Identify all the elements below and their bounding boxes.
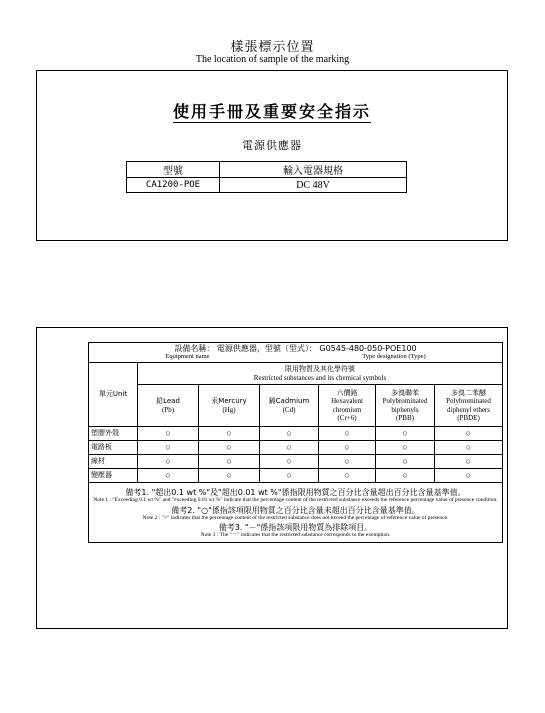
manual-title: 使用手冊及重要安全指示 — [172, 102, 371, 121]
mark-cell: ○ — [319, 469, 376, 483]
substance-mercury: 汞Mercury (Hg) — [199, 385, 260, 427]
mark-cell: ○ — [376, 469, 435, 483]
mark-cell: ○ — [138, 427, 199, 441]
mark-cell: ○ — [376, 441, 435, 455]
equipment-name-en: Equipment name — [165, 353, 210, 361]
note2-cn: 備考2. "○"係指該項限用物質之百分比含量未超出百分比含量基準值。 — [171, 505, 420, 515]
mark-cell: ○ — [435, 469, 503, 483]
mark-cell: ○ — [138, 455, 199, 469]
note3-cn: 備考3. "－"係指該項限用物質為排除項目。 — [218, 523, 373, 532]
note1-cn: 備考1. "超出0.1 wt %"及"超出0.01 wt %"係指限用物質之百分比含量超出百分比含量基準值。 — [125, 488, 466, 497]
mark-cell: ○ — [435, 427, 503, 441]
unit-name: 塑膠外殼 — [89, 427, 138, 441]
marking-location-title-cn: 樣張標示位置 — [230, 40, 315, 55]
note1-en: Note 1 : "Exceeding 0.1 wt %" and "exceeding 0.01 wt %" indicate that the percentage content of the restricted substance exceeds the reference percentage value of presence condition. — [93, 497, 498, 504]
mark-cell: ○ — [435, 441, 503, 455]
unit-label: 單元Unit — [98, 390, 128, 399]
manual-subtitle: 電源供應器 — [242, 139, 302, 152]
note2-en: Note 2 : "○" indicates that the percentage content of the restricted substance does not exceed the percentage of reference value of presence. — [142, 514, 449, 521]
mark-cell: ○ — [138, 441, 199, 455]
mark-cell: ○ — [199, 441, 260, 455]
note3-en: Note 3 : The "－" indicates that the restricted substance corresponds to the exemption. — [200, 532, 391, 539]
mark-cell: ○ — [199, 469, 260, 483]
substance-cadmium: 鎘Cadmium (Cd) — [260, 385, 319, 427]
mark-cell: ○ — [319, 441, 376, 455]
mark-cell: ○ — [138, 469, 199, 483]
rohs-label-box — [36, 327, 508, 629]
mark-cell: ○ — [199, 455, 260, 469]
mark-cell: ○ — [319, 455, 376, 469]
mark-cell: ○ — [319, 427, 376, 441]
unit-name: 電路板 — [89, 441, 138, 455]
marking-location-title-en: The location of sample of the marking — [195, 54, 350, 65]
mark-cell: ○ — [376, 427, 435, 441]
unit-name: 線材 — [89, 455, 138, 469]
mark-cell: ○ — [376, 455, 435, 469]
restricted-cn: 限用物質及其化學符號 — [285, 365, 355, 374]
model-header: 型號 — [127, 162, 220, 178]
mark-cell: ○ — [435, 455, 503, 469]
input-spec-value: DC 48V — [220, 178, 407, 193]
substance-pbb: 多溴聯苯 Polybrominated biphenyls (PBB) — [376, 385, 435, 427]
equipment-name-line: 設備名稱： 電源供應器，型號（型式）： G0545-480-050-POE100 — [174, 344, 417, 354]
mark-cell: ○ — [260, 469, 319, 483]
unit-name: 變壓器 — [89, 469, 138, 483]
table-row — [89, 427, 503, 441]
manual-label-box — [36, 70, 508, 241]
substance-header-row — [89, 385, 503, 427]
mark-cell: ○ — [199, 427, 260, 441]
type-designation-en: Type designation (Type) — [362, 353, 426, 361]
substance-pbde: 多溴二苯醚 Polybrominated diphenyl ethers (PBDE) — [435, 385, 503, 427]
spec-table — [126, 161, 407, 193]
table-row — [89, 469, 503, 483]
restricted-header-row — [89, 363, 503, 385]
spec-table-header — [127, 162, 407, 178]
table-row — [89, 455, 503, 469]
equipment-row — [89, 343, 503, 363]
notes-row — [89, 483, 503, 543]
table-row — [89, 441, 503, 455]
mark-cell: ○ — [260, 427, 319, 441]
input-spec-header: 輸入電器規格 — [220, 162, 407, 178]
restricted-en: Restricted substances and its chemical symbols — [253, 373, 387, 382]
model-value: CA1200-POE — [127, 178, 220, 193]
mark-cell: ○ — [260, 441, 319, 455]
mark-cell: ○ — [260, 455, 319, 469]
substance-lead: 鉛Lead (Pb) — [138, 385, 199, 427]
unit-header — [89, 363, 138, 427]
restricted-substances-table — [88, 342, 503, 543]
substance-chromium: 六價鉻 Hexavalent chromium (Cr+6) — [319, 385, 376, 427]
spec-table-row — [127, 178, 407, 193]
